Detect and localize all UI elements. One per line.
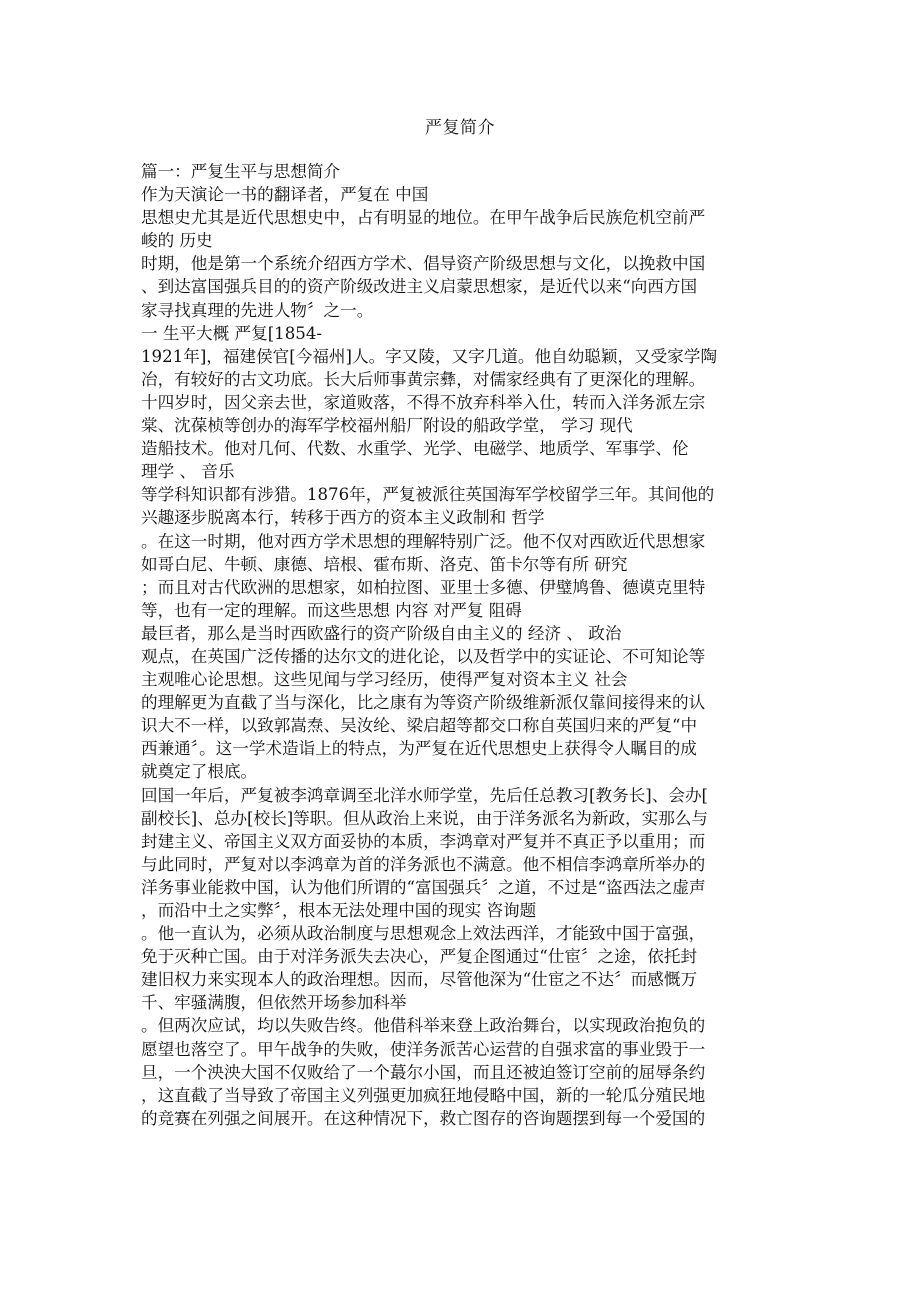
body-text-line: 。但两次应试，均以失败告终。他借科举来登上政治舞台，以实现政治抱负的: [141, 1016, 706, 1036]
body-text-line: ；而且对古代欧洲的思想家，如柏拉图、亚里士多德、伊璧鸠鲁、德谟克里特: [141, 577, 706, 597]
body-text-line: 的竞赛在列强之间展开。在这种情况下，救亡图存的咨询题摆到每一个爱国的: [141, 1108, 706, 1128]
body-text-line: 时期，他是第一个系统介绍西方学术、倡导资产阶级思想与文化，以挽救中国: [141, 254, 706, 274]
body-text-line: 愿望也落空了。甲午战争的失败，使洋务派苦心运营的自强求富的事业毁于一: [141, 1039, 706, 1059]
body-text-line: 篇一：严复生平与思想简介: [141, 162, 341, 181]
body-text-line: 识大不一样，以致郭嵩焘、吴汝纶、梁启超等都交口称自英国归来的严复“中: [141, 716, 698, 736]
body-text-line: 千、牢骚满腹，但依然开场参加科举: [141, 993, 407, 1013]
body-text-line: 棠、沈葆桢等创办的海军学校福州船厂附设的船政学堂， 学习 现代: [141, 416, 633, 436]
body-text-line: 旦，一个泱泱大国不仅败给了一个蕞尔小国，而且还被迫签订空前的屈辱条约: [141, 1062, 706, 1082]
body-text-line: 建旧权力来实现本人的政治理想。因而，尽管他深为“仕宦之不达〞而感慨万: [141, 970, 698, 990]
body-text-line: 。在这一时期，他对西方学术思想的理解特别广泛。他不仅对西欧近代思想家: [141, 531, 706, 551]
body-text-line: 等学科知识都有涉猎。1876年，严复被派往英国海军学校留学三年。其间他的: [141, 485, 715, 505]
body-text-line: 一 生平大概 严复[1854-: [141, 323, 323, 343]
body-text-line: 1921年]，福建侯官[今福州]人。字又陵，又字几道。他自幼聪颖，又受家学陶: [141, 346, 718, 366]
body-text-line: 西兼通〞。这一学术造诣上的特点，为严复在近代思想史上获得令人瞩目的成: [141, 739, 697, 759]
document-body: [141, 160, 775, 1130]
body-text-line: 冶，有较好的古文功底。长大后师事黄宗彝，对儒家经典有了更深化的理解。: [141, 369, 706, 389]
body-text-line: 回国一年后，严复被李鸿章调至北洋水师学堂，先后任总教习[教务长]、会办[: [141, 785, 709, 805]
body-text-line: 、到达富国强兵目的的资产阶级改进主义启蒙思想家，是近代以来“向西方国: [141, 277, 698, 297]
body-text-line: 封建主义、帝国主义双方面妥协的本质，李鸿章对严复并不真正予以重用；而: [141, 831, 706, 851]
body-text-line: 洋务事业能救中国，认为他们所谓的“富国强兵〞之道，不过是“盗西法之虚声: [141, 877, 706, 897]
body-text-line: ，而沿中土之实弊〞，根本无法处理中国的现实 咨询题: [141, 901, 537, 920]
body-text-line: 思想史尤其是近代思想史中，占有明显的地位。在甲午战争后民族危机空前严: [141, 208, 706, 228]
document-title: 严复简介: [425, 118, 495, 138]
body-text-line: 如哥白尼、牛顿、康德、培根、霍布斯、洛克、笛卡尔等有所 研究: [141, 554, 628, 574]
body-text-line: 的理解更为直截了当与深化，比之康有为等资产阶级维新派仅靠间接得来的认: [141, 693, 706, 713]
body-text-line: 作为天演论一书的翻译者，严复在 中国: [141, 185, 429, 205]
body-text-line: 免于灭种亡国。由于对洋务派失去决心，严复企图通过“仕宦〞之途，依托封: [141, 947, 698, 967]
body-text-line: 等，也有一定的理解。而这些思想 内容 对严复 阻碍: [141, 600, 522, 620]
body-text-line: 家寻找真理的先进人物〞之一。: [141, 300, 374, 320]
body-text-line: 峻的 历史: [141, 231, 213, 251]
body-text-line: ，这直截了当导致了帝国主义列强更加疯狂地侵略中国，新的一轮瓜分殖民地: [141, 1085, 706, 1105]
body-text-line: 。他一直认为，必须从政治制度与思想观念上效法西洋，才能致中国于富强，: [141, 924, 706, 944]
body-text-line: 十四岁时，因父亲去世，家道败落，不得不放弃科举入仕，转而入洋务派左宗: [141, 392, 706, 412]
body-text-line: 最巨者，那么是当时西欧盛行的资产阶级自由主义的 经济 、 政治: [141, 623, 622, 643]
body-text-line: 造船技术。他对几何、代数、水重学、光学、电磁学、地质学、军事学、伦: [141, 439, 689, 459]
body-text-line: 观点，在英国广泛传播的达尔文的进化论，以及哲学中的实证论、不可知论等: [141, 646, 706, 666]
body-text-line: 副校长]、总办[校长]等职。但从政治上来说，由于洋务派名为新政，实那么与: [141, 808, 709, 828]
body-text-line: 就奠定了根底。: [141, 762, 258, 782]
body-text-line: 与此同时，严复对以李鸿章为首的洋务派也不满意。他不相信李鸿章所举办的: [141, 854, 706, 874]
body-text-line: 兴趣逐步脱离本行，转移于西方的资本主义政制和 哲学: [141, 508, 545, 528]
body-text-line: 主观唯心论思想。这些见闻与学习经历，使得严复对资本主义 社会: [141, 670, 628, 690]
body-text-line: 理学 、 音乐: [141, 462, 235, 482]
